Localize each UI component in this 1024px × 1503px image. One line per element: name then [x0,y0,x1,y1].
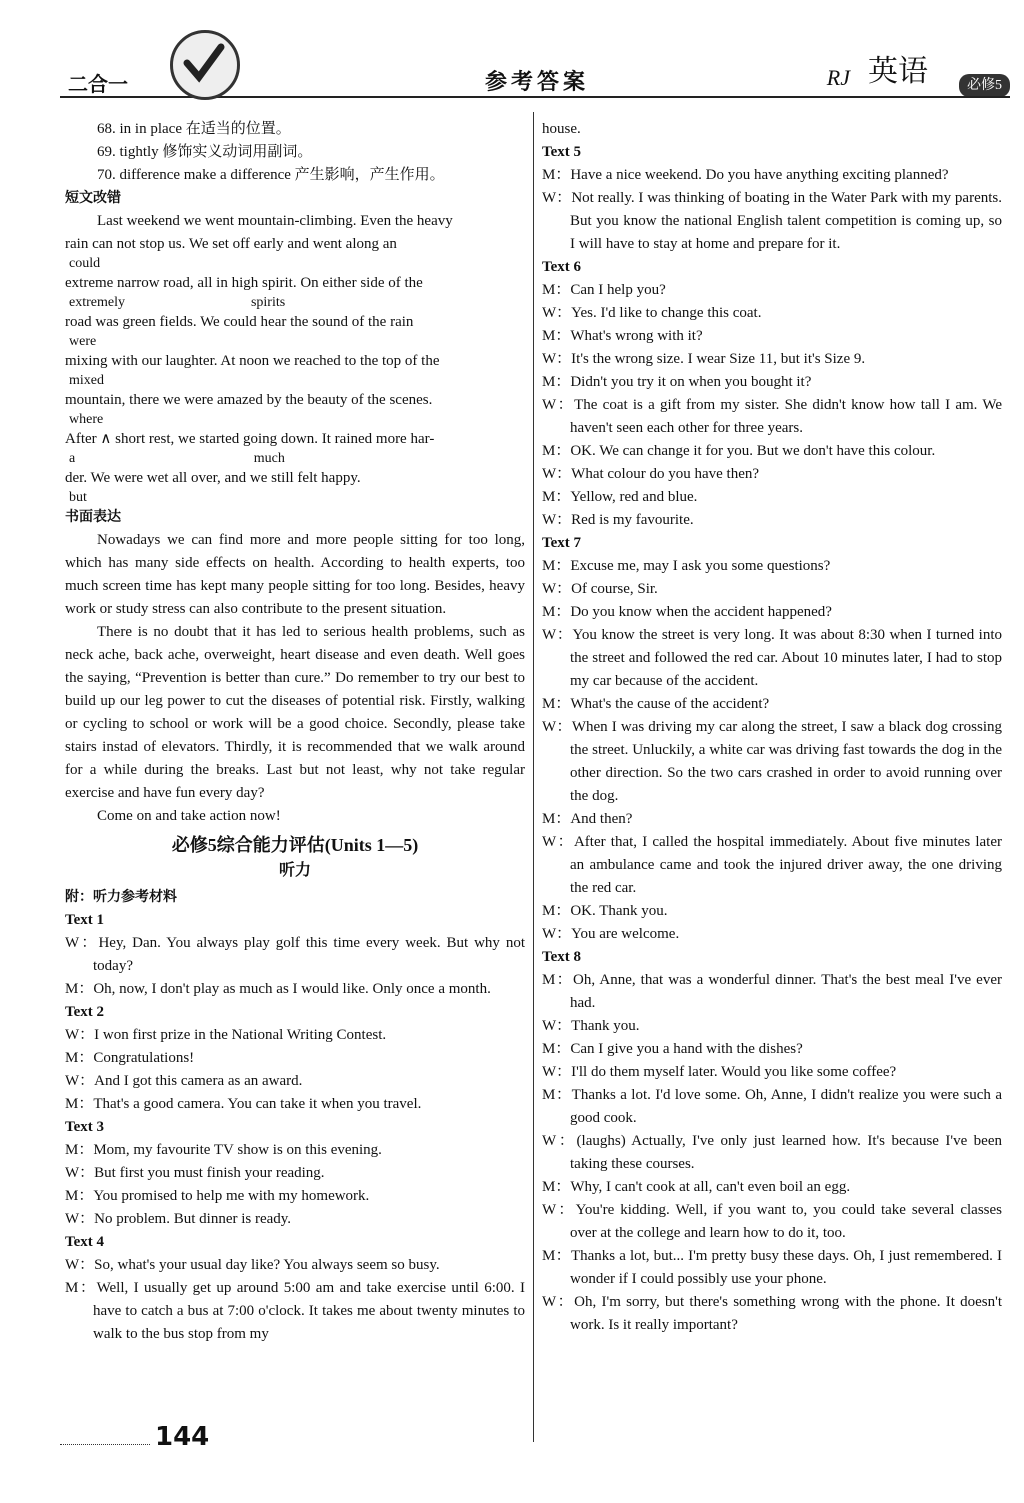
dialogue-line: W：What colour do you have then? [542,466,760,482]
listening-texts-right [542,141,1002,1337]
dialogue-line: M：Oh, now, I don't play as much as I would like. Only once a month. [65,981,491,997]
dialogue-line: W：No problem. But dinner is ready. [65,1211,292,1227]
dialogue-line: M：Thanks a lot. I'd love some. Oh, Anne, I didn't realize you were such a good cook. [542,1087,1002,1126]
writing-title: 书面表达 [65,509,121,525]
dialogue-line: W：Thank you. [542,1018,640,1034]
dialogue-line: M：Have a nice weekend. Do you have anything exciting planned? [542,167,949,183]
correction-fix: extremely spirits [69,295,286,310]
correction-line: rain can not stop us. We set off early and went along an [65,236,397,252]
page-footer [60,1420,260,1470]
right-column [542,118,1002,1337]
correction-fix: were [69,334,97,349]
dialogue-line: W：Yes. I'd like to change this coat. [542,305,762,321]
correction-fix: but [69,490,87,505]
correction-line: road was green fields. We could hear the sound of the rain [65,314,414,330]
correction-fix: could [69,256,101,271]
text-label: Text 3 [65,1119,105,1135]
dialogue-line: W：It's the wrong size. I wear Size 11, but it's Size 9. [542,351,866,367]
listening-texts-left [65,909,525,1346]
correction-fix: where [69,412,104,427]
correction-fix: a much [69,451,285,466]
dialogue-line: M：Oh, Anne, that was a wonderful dinner. That's the best meal I've ever had. [542,972,1002,1011]
dialogue-line: M：Do you know when the accident happened? [542,604,832,620]
dialogue-line: M：Didn't you try it on when you bought it? [542,374,812,390]
dialogue-line: W：I'll do them myself later. Would you like some coffee? [542,1064,897,1080]
continued-text: house. [542,121,581,137]
dialogue-line: W：Red is my favourite. [542,512,694,528]
dialogue-line: W：Hey, Dan. You always play golf this time every week. But why not today? [65,935,525,974]
dialogue-line: W：The coat is a gift from my sister. She didn't know how tall I am. We haven't seen each other for three years. [542,397,1002,436]
dialogue-line: M：What's wrong with it? [542,328,703,344]
header-badge: 必修5 [959,74,1010,97]
answer-item: 68. in in place 在适当的位置。 [97,121,291,137]
correction-line: der. We were wet all over, and we still felt happy. [65,470,361,486]
footer-rule [60,1444,150,1445]
header-title: 参考答案 [485,69,590,94]
dialogue-line: M：Can I help you? [542,282,666,298]
dialogue-line: W：You know the street is very long. It was about 8:30 when I turned into the street and followed the red car. About 10 minutes later, I had to stop my car because of the accident. [542,627,1002,689]
dialogue-line: M：Excuse me, may I ask you some questions? [542,558,831,574]
dialogue-line: W：I won first prize in the National Writing Contest. [65,1027,387,1043]
page-number: 144 [155,1422,210,1452]
dialogue-line: W：And I got this camera as an award. [65,1073,303,1089]
answer-item: 70. difference make a difference 产生影响，产生作用。 [97,167,445,183]
dialogue-line: M：Thanks a lot, but... I'm pretty busy these days. Oh, I just remembered. I wonder if I could possibly use your phone. [542,1248,1002,1287]
correction-fix: mixed [69,373,104,388]
correction-block [65,210,525,506]
dialogue-line: M：And then? [542,811,633,827]
dialogue-line: W：Oh, I'm sorry, but there's something wrong with the phone. It doesn't work. Is it really important? [542,1294,1002,1333]
text-label: Text 1 [65,912,105,928]
dialogue-line: M：Mom, my favourite TV show is on this evening. [65,1142,382,1158]
dialogue-line: M：Can I give you a hand with the dishes? [542,1041,803,1057]
answer-items [65,118,525,187]
correction-line: mixing with our laughter. At noon we reached to the top of the [65,353,440,369]
dialogue-line: W：So, what's your usual day like? You always seem so busy. [65,1257,440,1273]
dialogue-line: M：That's a good camera. You can take it when you travel. [65,1096,422,1112]
dialogue-line: W：But first you must finish your reading. [65,1165,325,1181]
answer-item: 69. tightly 修饰实义动词用副词。 [97,144,313,160]
appendix-title: 附：听力参考材料 [65,889,177,905]
correction-line: Last weekend we went mountain-climbing. Even the heavy [97,213,453,229]
dialogue-line: W：After that, I called the hospital immediately. About five minutes later an ambulance came and took the injured driver away, the one driving the red car. [542,834,1002,896]
listening-title: 听力 [278,862,311,879]
dialogue-line: M：OK. Thank you. [542,903,668,919]
dialogue-line: M：Well, I usually get up around 5:00 am and take exercise until 6:00. I have to catch a bus at 7:00 o'clock. It takes me about twenty minutes to walk to the bus stop from my [65,1280,525,1342]
column-divider [533,112,534,1442]
writing-paragraph: Come on and take action now! [97,808,281,824]
dialogue-line: W：When I was driving my car along the street, I saw a black dog crossing the street. Unluckily, a white car was driving fast towards the dog in the other direction. So the two cars crashed in order to avoid running over the dog. [542,719,1002,804]
text-label: Text 6 [542,259,582,275]
text-label: Text 5 [542,144,582,160]
dialogue-line: M：Congratulations! [65,1050,195,1066]
text-label: Text 2 [65,1004,105,1020]
left-column [65,118,525,1346]
dialogue-line: W：Of course, Sir. [542,581,658,597]
correction-line: After ∧ short rest, we started going down. It rained more har- [65,431,435,447]
dialogue-line: M：What's the cause of the accident? [542,696,770,712]
checkmark-logo-icon [170,30,240,100]
correction-line: mountain, there we were amazed by the beauty of the scenes. [65,392,433,408]
dialogue-line: M：You promised to help me with my homework. [65,1188,370,1204]
dialogue-line: W：You are welcome. [542,926,680,942]
header-left: 二合一 [68,74,128,96]
writing-block [65,529,525,828]
dialogue-line: W：Not really. I was thinking of boating in the Water Park with my parents. But you know the national English talent competition is coming up, so I will have to stay at home and prepare for it. [542,190,1002,252]
dialogue-line: W：You're kidding. Well, if you want to, you could take several classes over at the college and learn how to do it, too. [542,1202,1002,1241]
text-label: Text 8 [542,949,582,965]
text-label: Text 7 [542,535,582,551]
writing-paragraph: Nowadays we can find more and more people sitting for too long, which has many side effects on health. According to health experts, too much screen time has kept many people sitting for too long. Besides, heavy work or study stress can also contribute to the present situation. [65,532,525,617]
text-label: Text 4 [65,1234,105,1250]
header-rj: RJ [826,65,850,90]
writing-paragraph: There is no doubt that it has led to serious health problems, such as neck ache, back ache, overweight, heart disease and even death. Well goes the saying, “Prevention is better than cure.” Do remember to try our best to build up our leg power to cut the diseases of potential risk. Firstly, walking or cycling to school or work will be a good choice. Secondly, please take stairs instad of elevators. Thirdly, it is recommended that we walk around for a while during the breaks. Last but not least, why not take regular exercise and have fun every day? [65,624,525,801]
dialogue-line: W：(laughs) Actually, I've only just learned how. It's because I've been taking these courses. [542,1133,1002,1172]
dialogue-line: M：Why, I can't cook at all, can't even boil an egg. [542,1179,851,1195]
dialogue-line: M：OK. We can change it for you. But we don't have this colour. [542,443,936,459]
section-title: 必修5综合能力评估(Units 1—5) [171,835,419,855]
header-subject: 英语 [868,54,928,89]
correction-line: extreme narrow road, all in high spirit. On either side of the [65,275,423,291]
dialogue-line: M：Yellow, red and blue. [542,489,698,505]
correction-title: 短文改错 [65,190,121,206]
